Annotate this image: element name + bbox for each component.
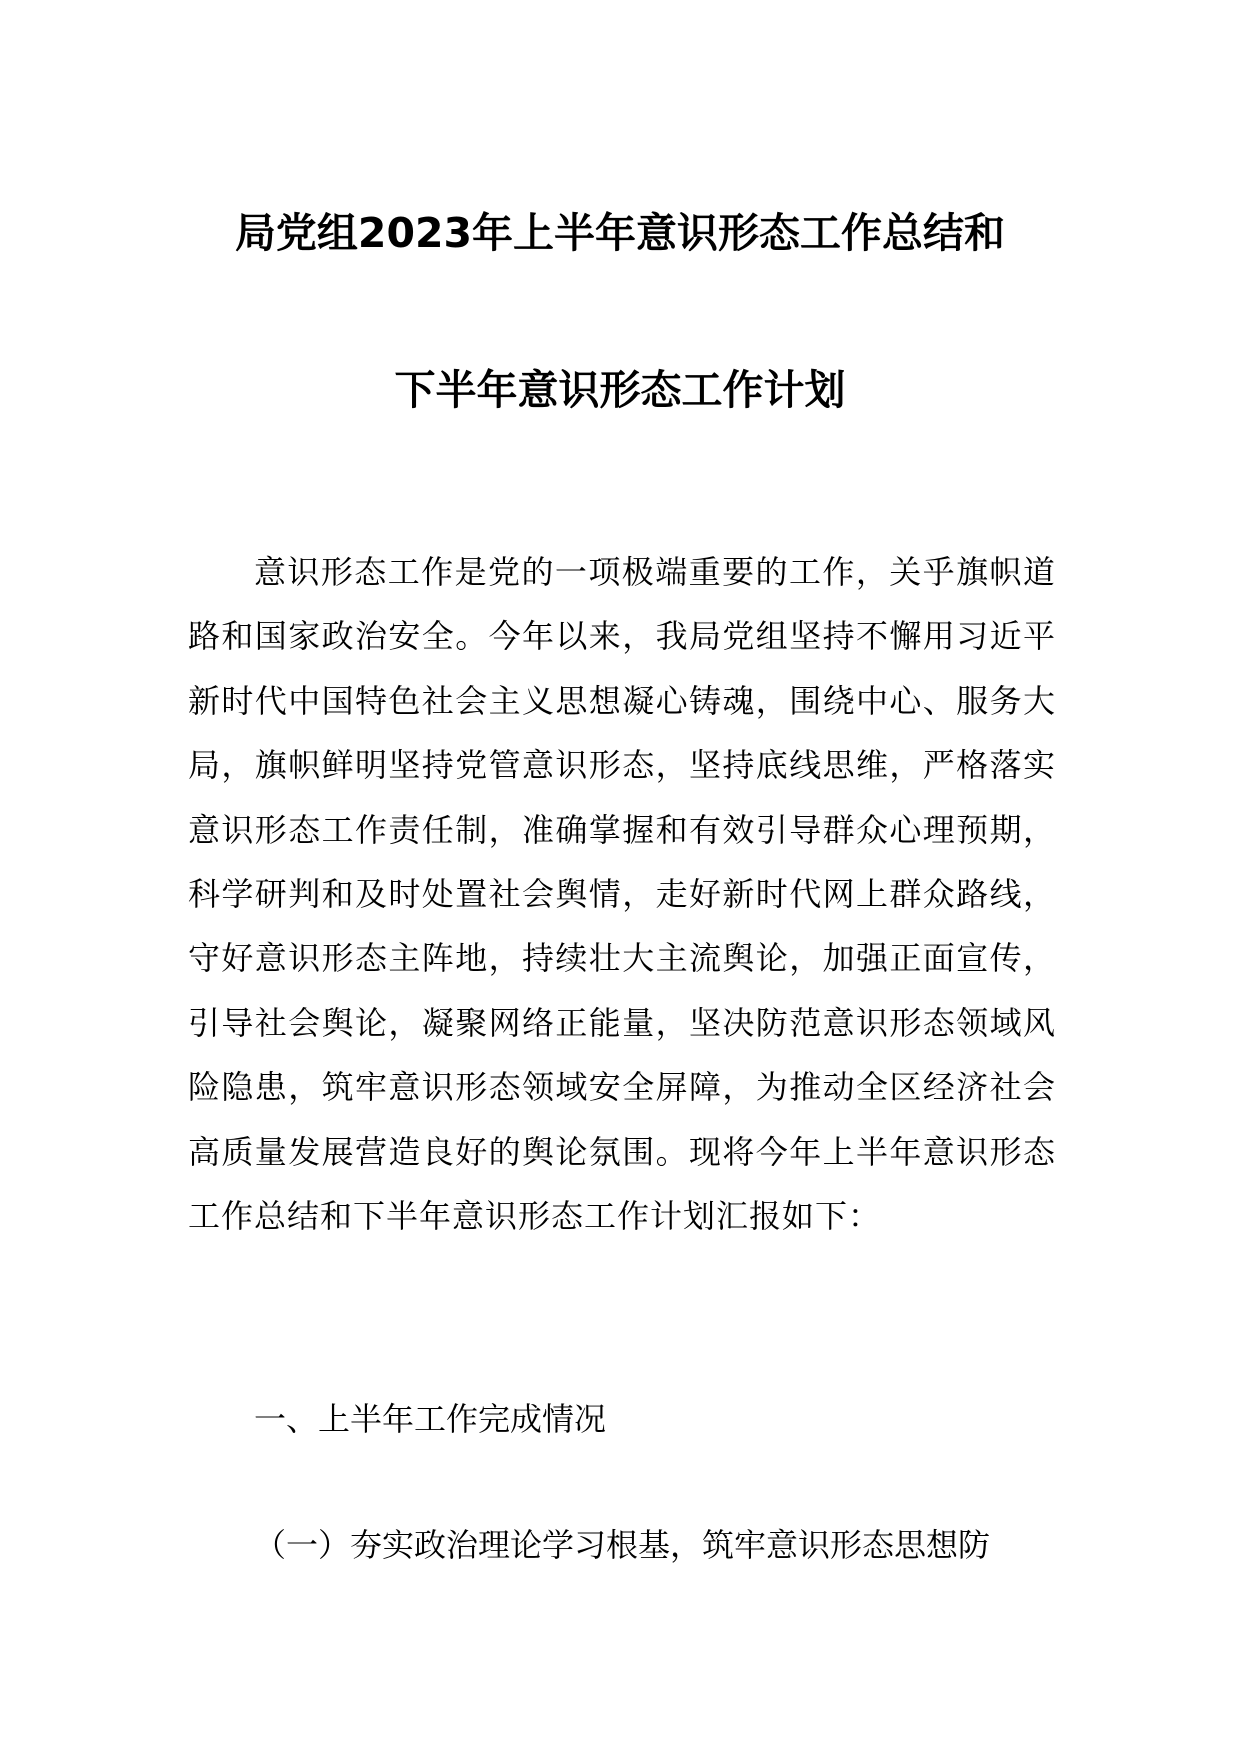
subsection-heading: （一）夯实政治理论学习根基，筑牢意识形态思想防 [254, 1526, 991, 1564]
document-title-line-1: 局党组2023年上半年意识形态工作总结和 [234, 209, 1006, 257]
section-heading: 一、上半年工作完成情况 [254, 1400, 607, 1438]
intro-paragraph: 意识形态工作是党的一项极端重要的工作，关乎旗帜道路和国家政治安全。今年以来，我局党组坚持不懈用习近平新时代中国特色社会主义思想凝心铸魂，围绕中心、服务大局，旗帜鲜明坚持党管意识形态，坚持底线思维，严格落实意识形态工作责任制，准确掌握和有效引导群众心理预期，科学研判和及时处置社会舆情，走好新时代网上群众路线，守好意识形态主阵地，持续壮大主流舆论，加强正面宣传，引导社会舆论，凝聚网络正能量，坚决防范意识形态领域风险隐患，筑牢意识形态领域安全屏障，为推动全区经济社会高质量发展营造良好的舆论氛围。现将今年上半年意识形态工作总结和下半年意识形态工作计划汇报如下： [188, 553, 1056, 1236]
document-title-line-2: 下半年意识形态工作计划 [394, 366, 846, 414]
